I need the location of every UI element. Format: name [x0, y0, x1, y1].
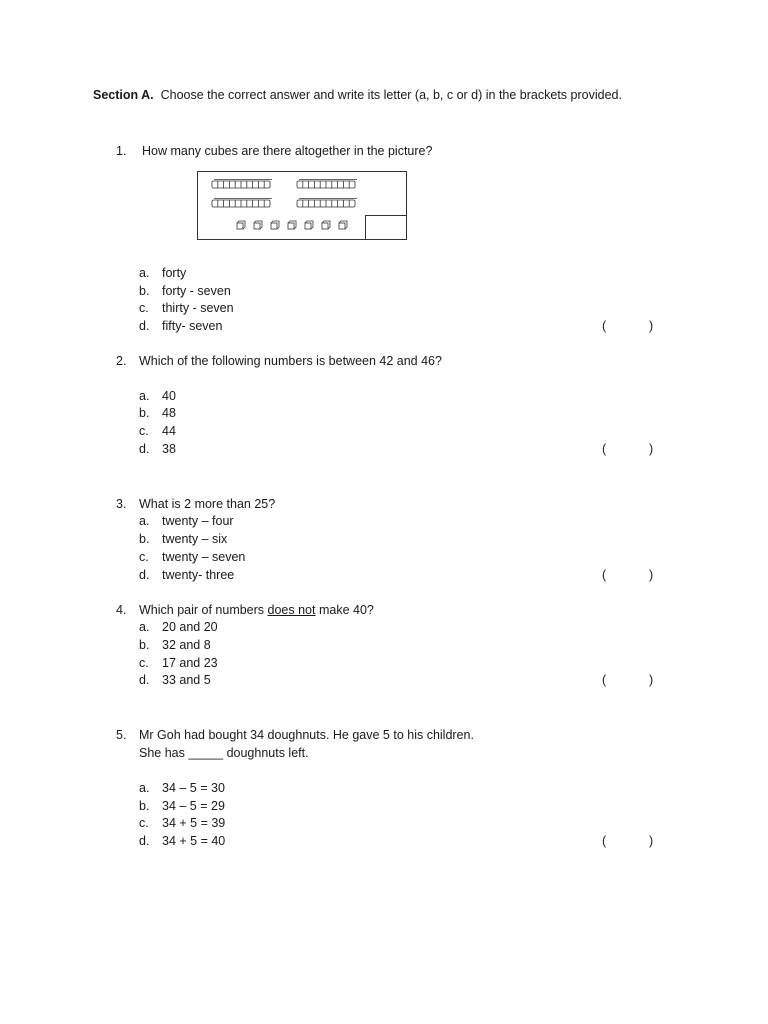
unit-cube — [254, 221, 262, 229]
section-label: Section A. — [93, 88, 154, 102]
option-letter: a. — [139, 266, 150, 280]
ten-rod — [212, 180, 272, 189]
unit-cube — [322, 221, 330, 229]
question-text: Mr Goh had bought 34 doughnuts. He gave 5 to his children. — [139, 728, 474, 742]
option-text: 34 + 5 = 39 — [162, 816, 226, 830]
unit-cube — [339, 221, 347, 229]
option-letter: d. — [139, 442, 150, 456]
option-letter: b. — [139, 532, 150, 546]
answer-bracket-close[interactable]: ) — [649, 319, 654, 333]
option-text: 20 and 20 — [162, 620, 218, 634]
unit-cube — [305, 221, 313, 229]
option-text: 17 and 23 — [162, 656, 218, 670]
option-text: twenty – six — [162, 532, 228, 546]
option-letter: c. — [139, 301, 149, 315]
question-text: What is 2 more than 25? — [139, 497, 276, 511]
option-text: fifty- seven — [162, 319, 223, 333]
option-text: 32 and 8 — [162, 638, 211, 652]
option-letter: d. — [139, 319, 150, 333]
option-letter: a. — [139, 389, 150, 403]
option-text: 48 — [162, 406, 176, 420]
option-letter: c. — [139, 424, 149, 438]
option-letter: c. — [139, 550, 149, 564]
unit-cube — [271, 221, 279, 229]
question-text: How many cubes are there altogether in the picture? — [142, 144, 433, 158]
option-letter: d. — [139, 834, 150, 848]
question-text — [139, 603, 374, 617]
option-text: 34 + 5 = 40 — [162, 834, 226, 848]
answer-bracket-open[interactable]: ( — [602, 442, 607, 456]
question-text-line2: She has _____ doughnuts left. — [139, 746, 309, 760]
ten-rod — [212, 199, 272, 208]
option-letter: a. — [139, 620, 150, 634]
option-letter: a. — [139, 781, 150, 795]
option-letter: b. — [139, 284, 150, 298]
option-letter: b. — [139, 406, 150, 420]
unit-cube — [288, 221, 296, 229]
question-text-part: make 40? — [315, 603, 374, 617]
option-letter: d. — [139, 568, 150, 582]
option-text: 33 and 5 — [162, 673, 211, 687]
option-letter: b. — [139, 799, 150, 813]
section-instruction: Choose the correct answer and write its letter (a, b, c or d) in the brackets provided. — [160, 88, 622, 102]
option-letter: a. — [139, 514, 150, 528]
ten-rod — [297, 199, 357, 208]
option-text: forty - seven — [162, 284, 231, 298]
option-text: 34 – 5 = 29 — [162, 799, 225, 813]
option-text: twenty – seven — [162, 550, 246, 564]
question-text-part: Which pair of numbers — [139, 603, 268, 617]
question-number: 1. — [116, 144, 127, 158]
option-text: 34 – 5 = 30 — [162, 781, 225, 795]
option-letter: c. — [139, 656, 149, 670]
question-number: 4. — [116, 603, 127, 617]
answer-bracket-close[interactable]: ) — [649, 834, 654, 848]
section-heading — [93, 88, 622, 102]
question-number: 3. — [116, 497, 127, 511]
ten-rod — [297, 180, 357, 189]
option-text: forty — [162, 266, 187, 280]
answer-bracket-close[interactable]: ) — [649, 568, 654, 582]
unit-cube — [237, 221, 245, 229]
answer-bracket-open[interactable]: ( — [602, 319, 607, 333]
cubes-picture — [197, 171, 407, 240]
option-text: 40 — [162, 389, 176, 403]
answer-bracket-open[interactable]: ( — [602, 834, 607, 848]
question-number: 2. — [116, 354, 127, 368]
option-text: twenty- three — [162, 568, 235, 582]
answer-bracket-close[interactable]: ) — [649, 442, 654, 456]
option-letter: d. — [139, 673, 150, 687]
option-letter: b. — [139, 638, 150, 652]
option-text: thirty - seven — [162, 301, 234, 315]
option-letter: c. — [139, 816, 149, 830]
answer-box — [365, 215, 406, 239]
question-number: 5. — [116, 728, 127, 742]
answer-bracket-open[interactable]: ( — [602, 568, 607, 582]
option-text: 44 — [162, 424, 176, 438]
answer-bracket-close[interactable]: ) — [649, 673, 654, 687]
option-text: 38 — [162, 442, 176, 456]
underlined-emphasis: does not — [267, 603, 316, 617]
answer-bracket-open[interactable]: ( — [602, 673, 607, 687]
option-text: twenty – four — [162, 514, 234, 528]
question-text: Which of the following numbers is between 42 and 46? — [139, 354, 442, 368]
